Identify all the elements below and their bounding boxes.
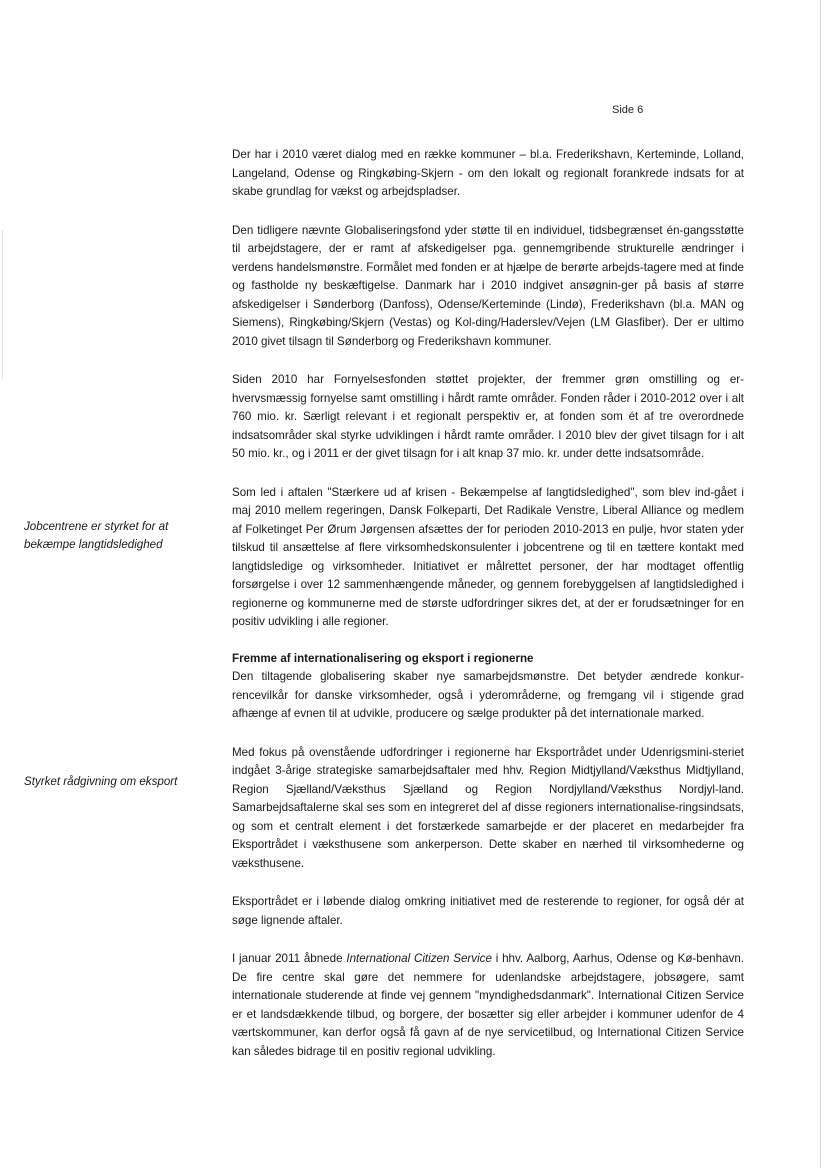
citizen-service-text-before: I januar 2011 åbnede [232,952,347,965]
paragraph-remaining-regions: Eksportrådet er i løbende dialog omkring initiativet med de resterende to regioner, for også dér at søge lignende aftaler. [232,895,744,927]
paragraph-renewal-fund: Siden 2010 har Fornyelsesfonden støttet projekter, der fremmer grøn omstilling og er-hvervsmæssig fornyelse samt omstilling i hårdt ramte områder. Fonden råder i 2010-2012 over i alt 760 mio. kr. Særligt relevant i et regionalt perspektiv er, at fonden som ét af tre overordnede indsatsområder skal styrke udviklingen i hårdt ramte områder. I 2010 blev der givet tilsagn for i alt 50 mio. kr., og i 2011 er der givet tilsagn for i alt knap 37 mio. kr. under dette indsatsområde. [232,373,744,460]
page-edge-line [820,0,821,1168]
paragraph-globalisation-fund: Den tidligere nævnte Globaliseringsfond yder støtte til en individuel, tidsbegrænset én-gangsstøtte til arbejdstagere, der er ramt af afskedigelser pga. gennemgribende strukturelle ændringer i verdens handelsmønstre. Formålet med fonden er at hjælpe de berørte arbejds-tagere med at finde og fastholde ny beskæftigelse. Danmark har i 2010 indgivet ansøgnin-ger på basis af større afskedigelser i Sønderborg (Danfoss), Odense/Kerteminde (Lindø), Frederikshavn (bl.a. MAN og Siemens), Ringkøbing/Skjern (Vestas) og Kol-ding/Haderslev/Vejen (LM Glasfiber). Der er ultimo 2010 givet tilsagn til Sønderborg og Frederikshavn kommuner. [232,223,744,348]
scan-margin-line [2,230,3,380]
paragraph-globalisation: Den tiltagende globalisering skaber nye samarbejdsmønstre. Det betyder ændrede konkur-rencevilkår for danske virksomheder, også i yderområderne, og fremgang vil i stigende grad afhænge af evnen til at udvikle, producere og sælge produkter på det internationale marked. [232,670,744,720]
citizen-service-text-after: i hhv. Aalborg, Aarhus, Odense og Kø-benhavn. De fire centre skal gøre det nemmere for udenlandske arbejdstagere, jobsøgere, samt internationale studerende at finde vej gennem "myndighedsdanmark". International Citizen Service er et landsdækkende tilbud, og borgere, der bosætter sig eller arbejder i kommuner udenfor de 4 værtskommuner, kan derfor også få gavn af de nye servicetilbud, og International Citizen Service kan således bidrage til en positiv regional udvikling. [232,952,744,1058]
paragraph-export-council: Med fokus på ovenstående udfordringer i regionerne har Eksportrådet under Udenrigsmini-steriet indgået 3-årige strategiske samarbejdsaftaler med hhv. Region Midtjylland/Væksthus Midtjylland, Region Sjælland/Væksthus Sjælland og Region Nordjylland/Væksthus Nordjyl-land. Samarbejdsaftalerne skal ses som en integreret del af disse regioners internationalise-ringsindsats, og som et centralt element i det forstærkede samarbejde er der placeret en medarbejder fra Eksportrådet i væksthusene som ankerperson. Dette skaber en nærhed til virksomhederne og væksthusene. [232,745,744,870]
side-note-export: Styrket rådgivning om eksport [24,775,178,788]
paragraph-municipal-dialogue: Der har i 2010 været dialog med en række kommuner – bl.a. Frederikshavn, Kerteminde, Lolland, Langeland, Odense og Ringkøbing-Skjern - om den lokalt og regionalt forankrede indsats for at skabe grundlag for vækst og arbejdspladser. [232,148,744,198]
page-number: Side 6 [612,104,644,116]
paragraph-citizen-service [232,950,744,1061]
side-note-jobcentre: Jobcentrene er styrket for at bekæmpe langtidsledighed [24,520,169,551]
paragraph-long-term-unemployment: Som led i aftalen "Stærkere ud af krisen - Bekæmpelse af langtidsledighed", som blev ind-gået i maj 2010 mellem regeringen, Dansk Folkeparti, Det Radikale Venstre, Liberal Alliance og medlem af Folketinget Per Ørum Jørgensen afsættes der for perioden 2010-2013 en pulje, hvor staten yder tilskud til ansættelse af flere virksomhedskonsulenter i jobcentrene og til en tættere kontakt med langtidsledige og virksomheder. Initiativet er målrettet personer, der har modtaget offentlig forsørgelse i over 12 sammenhængende måneder, og gennem forebyggelsen af langtidsledighed i regionerne og kommunerne med de største udfordringer sikres det, at der er forudsætninger for en positiv udvikling i alle regioner. [232,485,744,628]
citizen-service-name: International Citizen Service [346,952,492,965]
section-heading: Fremme af internationalisering og eksport i regionerne [232,651,534,665]
main-text-column [232,146,744,1061]
